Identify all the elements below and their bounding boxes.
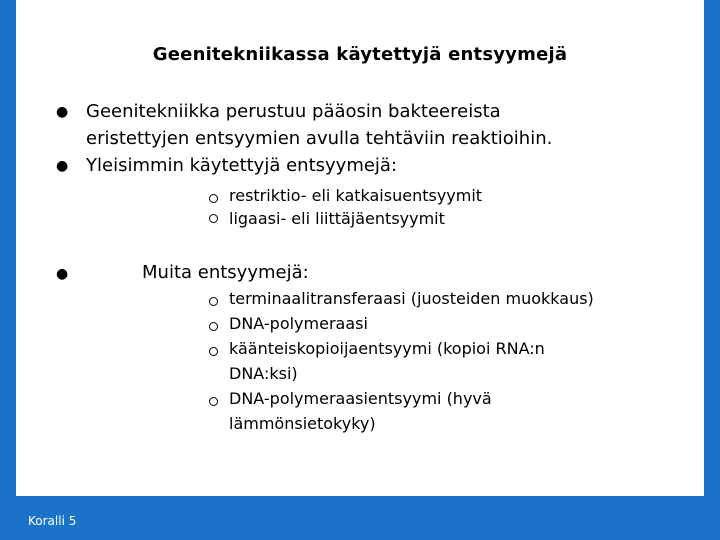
sub-item: DNA-polymeraasientsyymi (hyvä [229,389,492,408]
bullet-3-text: Muita entsyymejä: [142,262,309,283]
sub-bullet-ring [209,397,218,406]
sub-bullet-ring [209,214,218,223]
sub-item-continuation: lämmönsietokyky) [229,414,376,433]
footer-bar [0,496,720,540]
sub-bullet-ring [209,322,218,331]
sub-item: ligaasi- eli liittäjäentsyymit [229,209,445,228]
slide-title: Geenitekniikassa käytettyjä entsyymejä [152,44,568,65]
sub-item: restriktio- eli katkaisuentsyymit [229,186,483,205]
sub-item: terminaalitransferaasi (juosteiden muokkaus) [229,289,594,308]
left-frame-bar [0,0,16,540]
sub-item: käänteiskopioijaentsyymi (kopioi RNA:n [229,339,545,358]
bullet-1-line-2: eristettyjen entsyymien avulla tehtäviin reaktioihin. [86,128,553,149]
right-frame-bar [704,0,720,540]
sub-item-continuation: DNA:ksi) [229,364,298,383]
bullet-2-text: Yleisimmin käytettyjä entsyymejä: [86,155,398,176]
bullet-dot: ● [56,266,69,282]
sub-bullet-ring [209,297,218,306]
sub-bullet-ring [209,194,218,203]
sub-item: DNA-polymeraasi [229,314,368,333]
bullet-1-line-1: Geenitekniikka perustuu pääosin bakteereista [86,101,501,122]
bullet-dot: ● [56,158,69,174]
sub-bullet-ring [209,347,218,356]
bullet-dot: ● [56,104,69,120]
footer-label: Koralli 5 [28,514,77,528]
